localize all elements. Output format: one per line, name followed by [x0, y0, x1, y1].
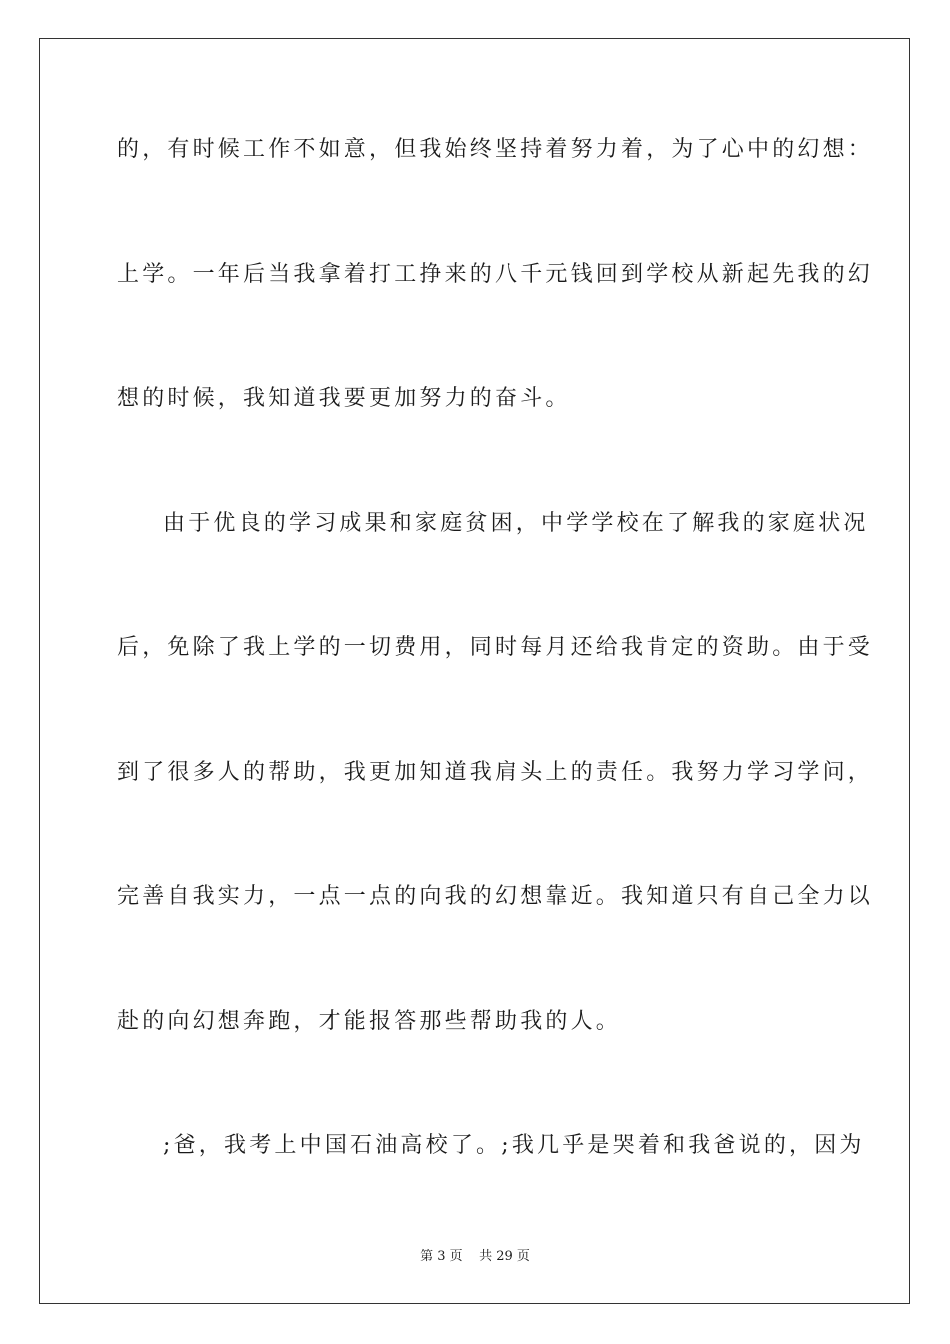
page-border [39, 38, 910, 1304]
paragraph-line: 赴的向幻想奔跑，才能报答那些帮助我的人。 [117, 1009, 622, 1034]
paragraph-line: 由于优良的学习成果和家庭贫困，中学学校在了解我的家庭状况 [163, 511, 869, 536]
paragraph-line: 想的时候，我知道我要更加努力的奋斗。 [117, 386, 571, 411]
paragraph-line: ;爸，我考上中国石油高校了。;我几乎是哭着和我爸说的，因为 [163, 1133, 865, 1158]
paragraph-line: 上学。一年后当我拿着打工挣来的八千元钱回到学校从新起先我的幻 [117, 262, 874, 287]
page-number-footer: 第 3 页 共 29 页 [420, 1249, 530, 1264]
paragraph-line: 的，有时候工作不如意，但我始终坚持着努力着，为了心中的幻想： [117, 137, 874, 162]
paragraph-line: 到了很多人的帮助，我更加知道我肩头上的责任。我努力学习学问， [117, 760, 874, 785]
paragraph-line: 完善自我实力，一点一点的向我的幻想靠近。我知道只有自己全力以 [117, 884, 874, 909]
paragraph-line: 后，免除了我上学的一切费用，同时每月还给我肯定的资助。由于受 [117, 635, 874, 660]
